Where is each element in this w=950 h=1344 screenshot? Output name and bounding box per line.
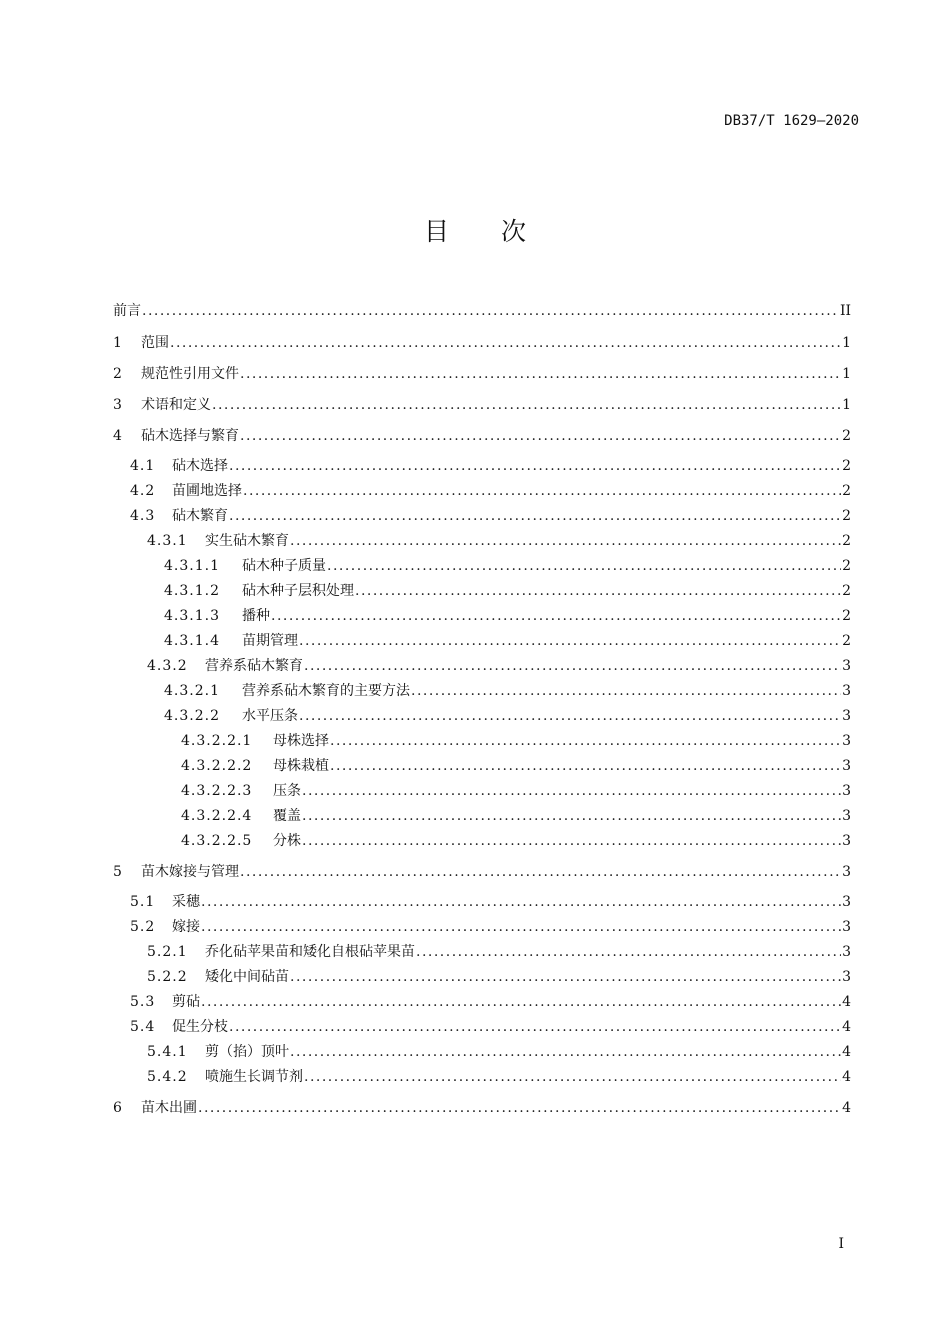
toc-entry-number: 4.3.2.2.4 xyxy=(181,808,253,824)
toc-entry-number: 4.3.1.1 xyxy=(164,558,220,574)
toc-entry[interactable] xyxy=(113,630,851,652)
toc-leader-dots xyxy=(302,805,841,827)
toc-entry-label: 术语和定义 xyxy=(141,397,211,413)
toc-entry-label: 苗圃地选择 xyxy=(172,483,242,499)
toc-entry-label: 苗木出圃 xyxy=(141,1100,197,1116)
toc-entry-number: 6 xyxy=(113,1100,122,1116)
toc-entry[interactable] xyxy=(113,555,851,577)
toc-entry-page: 4 xyxy=(842,1100,851,1116)
toc-entry-number: 1 xyxy=(113,335,122,351)
toc-leader-dots xyxy=(240,425,841,447)
toc-entry-page: 4 xyxy=(842,1044,851,1060)
toc-entry-label: 压条 xyxy=(273,783,301,799)
toc-leader-dots xyxy=(240,861,841,883)
toc-entry[interactable] xyxy=(113,1016,851,1038)
toc-entry-number: 5.4.1 xyxy=(147,1044,188,1060)
toc-entry-page: 3 xyxy=(842,864,851,880)
toc-entry-number: 3 xyxy=(113,397,122,413)
toc-entry-page: 2 xyxy=(842,483,851,499)
toc-leader-dots xyxy=(330,730,841,752)
toc-entry[interactable] xyxy=(113,830,851,852)
toc-entry[interactable] xyxy=(113,480,851,502)
toc-entry-label: 实生砧木繁育 xyxy=(205,533,289,549)
toc-leader-dots xyxy=(330,755,841,777)
toc-entry-number: 4.3.2.2.1 xyxy=(181,733,253,749)
toc-leader-dots xyxy=(299,630,841,652)
toc-leader-dots xyxy=(355,580,841,602)
toc-entry-number: 4.3.2.1 xyxy=(164,683,220,699)
toc-leader-dots xyxy=(201,991,841,1013)
toc-entry[interactable] xyxy=(113,580,851,602)
toc-leader-dots xyxy=(299,705,841,727)
toc-entry-number: 5.2.2 xyxy=(147,969,188,985)
toc-leader-dots xyxy=(290,530,841,552)
toc-entry-label: 砧木种子层积处理 xyxy=(242,583,354,599)
toc-entry-page: II xyxy=(839,303,851,319)
toc-entry-page: 3 xyxy=(842,658,851,674)
toc-entry-number: 5.2.1 xyxy=(147,944,188,960)
toc-entry[interactable] xyxy=(113,363,851,385)
toc-entry[interactable] xyxy=(113,916,851,938)
toc-entry[interactable] xyxy=(113,966,851,988)
toc-leader-dots xyxy=(142,300,839,322)
toc-leader-dots xyxy=(302,830,841,852)
toc-entry-label: 苗木嫁接与管理 xyxy=(141,864,239,880)
toc-entry-label: 砧木选择与繁育 xyxy=(141,428,239,444)
toc-entry-page: 3 xyxy=(842,919,851,935)
toc-entry[interactable] xyxy=(113,505,851,527)
toc-entry-page: 3 xyxy=(842,758,851,774)
page-title: 目次 xyxy=(423,217,578,246)
toc-entry[interactable] xyxy=(113,680,851,702)
toc-entry-page: 2 xyxy=(842,533,851,549)
toc-entry[interactable] xyxy=(113,991,851,1013)
toc-entry[interactable] xyxy=(113,1066,851,1088)
toc-entry-number: 5.4.2 xyxy=(147,1069,188,1085)
toc-entry-page: 4 xyxy=(842,1069,851,1085)
toc-leader-dots xyxy=(229,1016,841,1038)
toc-entry-label: 覆盖 xyxy=(273,808,301,824)
toc-entry-number: 5 xyxy=(113,864,122,880)
toc-leader-dots xyxy=(416,941,841,963)
toc-entry-number: 4.3.1.4 xyxy=(164,633,220,649)
toc-leader-dots xyxy=(290,1041,841,1063)
toc-entry-page: 4 xyxy=(842,994,851,1010)
toc-entry-page: 2 xyxy=(842,583,851,599)
toc-entry-page: 3 xyxy=(842,944,851,960)
toc-entry[interactable] xyxy=(113,332,851,354)
toc-entry-number: 4.3.2.2 xyxy=(164,708,220,724)
toc-entry-number: 4.3 xyxy=(130,508,156,524)
toc-entry-page: 3 xyxy=(842,708,851,724)
toc-entry-number: 4.1 xyxy=(130,458,156,474)
toc-entry[interactable] xyxy=(113,425,851,447)
toc-entry-label: 砧木种子质量 xyxy=(242,558,326,574)
toc-entry-label: 水平压条 xyxy=(242,708,298,724)
toc-entry[interactable] xyxy=(113,891,851,913)
toc-entry-page: 3 xyxy=(842,969,851,985)
toc-entry-label: 剪砧 xyxy=(172,994,200,1010)
toc-entry-number: 5.1 xyxy=(130,894,156,910)
toc-entry-page: 2 xyxy=(842,633,851,649)
toc-entry-page: 2 xyxy=(842,458,851,474)
toc-leader-dots xyxy=(201,891,841,913)
toc-entry-page: 3 xyxy=(842,894,851,910)
toc-entry-label: 矮化中间砧苗 xyxy=(205,969,289,985)
toc-leader-dots xyxy=(243,480,841,502)
toc-leader-dots xyxy=(304,655,841,677)
toc-entry[interactable] xyxy=(113,530,851,552)
toc-entry[interactable] xyxy=(113,805,851,827)
toc-entry-label: 促生分枝 xyxy=(172,1019,228,1035)
toc-leader-dots xyxy=(229,455,841,477)
toc-entry[interactable] xyxy=(113,655,851,677)
toc-leader-dots xyxy=(240,363,841,385)
toc-entry-page: 3 xyxy=(842,833,851,849)
toc-leader-dots xyxy=(229,505,841,527)
toc-entry-page: 2 xyxy=(842,428,851,444)
toc-entry-label: 播种 xyxy=(242,608,270,624)
toc-entry-number: 5.2 xyxy=(130,919,156,935)
toc-entry-label: 范围 xyxy=(141,335,169,351)
toc-entry[interactable] xyxy=(113,730,851,752)
toc-entry-page: 3 xyxy=(842,733,851,749)
toc-entry-label: 采穗 xyxy=(172,894,200,910)
toc-entry[interactable] xyxy=(113,1041,851,1063)
page-number: I xyxy=(838,1236,844,1252)
toc-leader-dots xyxy=(212,394,841,416)
toc-leader-dots xyxy=(170,332,841,354)
toc-entry-number: 5.4 xyxy=(130,1019,156,1035)
toc-entry-number: 4.3.2.2.3 xyxy=(181,783,253,799)
toc-entry[interactable] xyxy=(113,605,851,627)
toc-entry-label: 分株 xyxy=(273,833,301,849)
toc-entry-page: 4 xyxy=(842,1019,851,1035)
toc-entry-number: 5.3 xyxy=(130,994,156,1010)
toc-leader-dots xyxy=(302,780,841,802)
toc-entry-number: 4 xyxy=(113,428,122,444)
toc-leader-dots xyxy=(304,1066,841,1088)
toc-entry-label: 营养系砧木繁育的主要方法 xyxy=(242,683,410,699)
toc-entry-label: 乔化砧苹果苗和矮化自根砧苹果苗 xyxy=(205,944,415,960)
toc-entry-label: 剪（掐）顶叶 xyxy=(205,1044,289,1060)
toc-entry-label: 嫁接 xyxy=(172,919,200,935)
toc-entry[interactable] xyxy=(113,455,851,477)
toc-entry-label: 喷施生长调节剂 xyxy=(205,1069,303,1085)
toc-entry[interactable] xyxy=(113,861,851,883)
toc-entry-label: 母株栽植 xyxy=(273,758,329,774)
toc-entry-number: 4.3.1.3 xyxy=(164,608,220,624)
toc-entry-number: 2 xyxy=(113,366,122,382)
toc-entry-page: 2 xyxy=(842,558,851,574)
toc-entry-label: 前言 xyxy=(113,303,141,319)
toc-entry-number: 4.3.1.2 xyxy=(164,583,220,599)
toc-entry-number: 4.3.2.2.2 xyxy=(181,758,253,774)
toc-entry[interactable] xyxy=(113,755,851,777)
toc-entry-page: 3 xyxy=(842,683,851,699)
toc-entry[interactable] xyxy=(113,941,851,963)
toc-entry-page: 1 xyxy=(842,335,851,351)
toc-entry-page: 3 xyxy=(842,808,851,824)
toc-entry-number: 4.2 xyxy=(130,483,156,499)
toc-entry[interactable] xyxy=(113,780,851,802)
toc-leader-dots xyxy=(290,966,841,988)
toc-entry-page: 2 xyxy=(842,508,851,524)
toc-entry-label: 苗期管理 xyxy=(242,633,298,649)
toc-entry[interactable] xyxy=(113,394,851,416)
toc-entry-label: 规范性引用文件 xyxy=(141,366,239,382)
toc-entry-label: 砧木繁育 xyxy=(172,508,228,524)
toc-entry-number: 4.3.2 xyxy=(147,658,188,674)
document-code: DB37/T 1629—2020 xyxy=(724,113,859,129)
toc-entry-page: 1 xyxy=(842,397,851,413)
toc-entry-page: 1 xyxy=(842,366,851,382)
toc-leader-dots xyxy=(327,555,841,577)
toc-entry-page: 2 xyxy=(842,608,851,624)
toc-entry-number: 4.3.1 xyxy=(147,533,188,549)
toc-leader-dots xyxy=(411,680,841,702)
toc-entry-page: 3 xyxy=(842,783,851,799)
toc-entry-number: 4.3.2.2.5 xyxy=(181,833,253,849)
toc-entry-label: 母株选择 xyxy=(273,733,329,749)
toc-entry-label: 砧木选择 xyxy=(172,458,228,474)
toc-leader-dots xyxy=(201,916,841,938)
toc-entry-label: 营养系砧木繁育 xyxy=(205,658,303,674)
toc-entry[interactable] xyxy=(113,300,851,322)
toc-leader-dots xyxy=(271,605,841,627)
toc-entry[interactable] xyxy=(113,1097,851,1119)
toc-leader-dots xyxy=(198,1097,841,1119)
toc-entry[interactable] xyxy=(113,705,851,727)
